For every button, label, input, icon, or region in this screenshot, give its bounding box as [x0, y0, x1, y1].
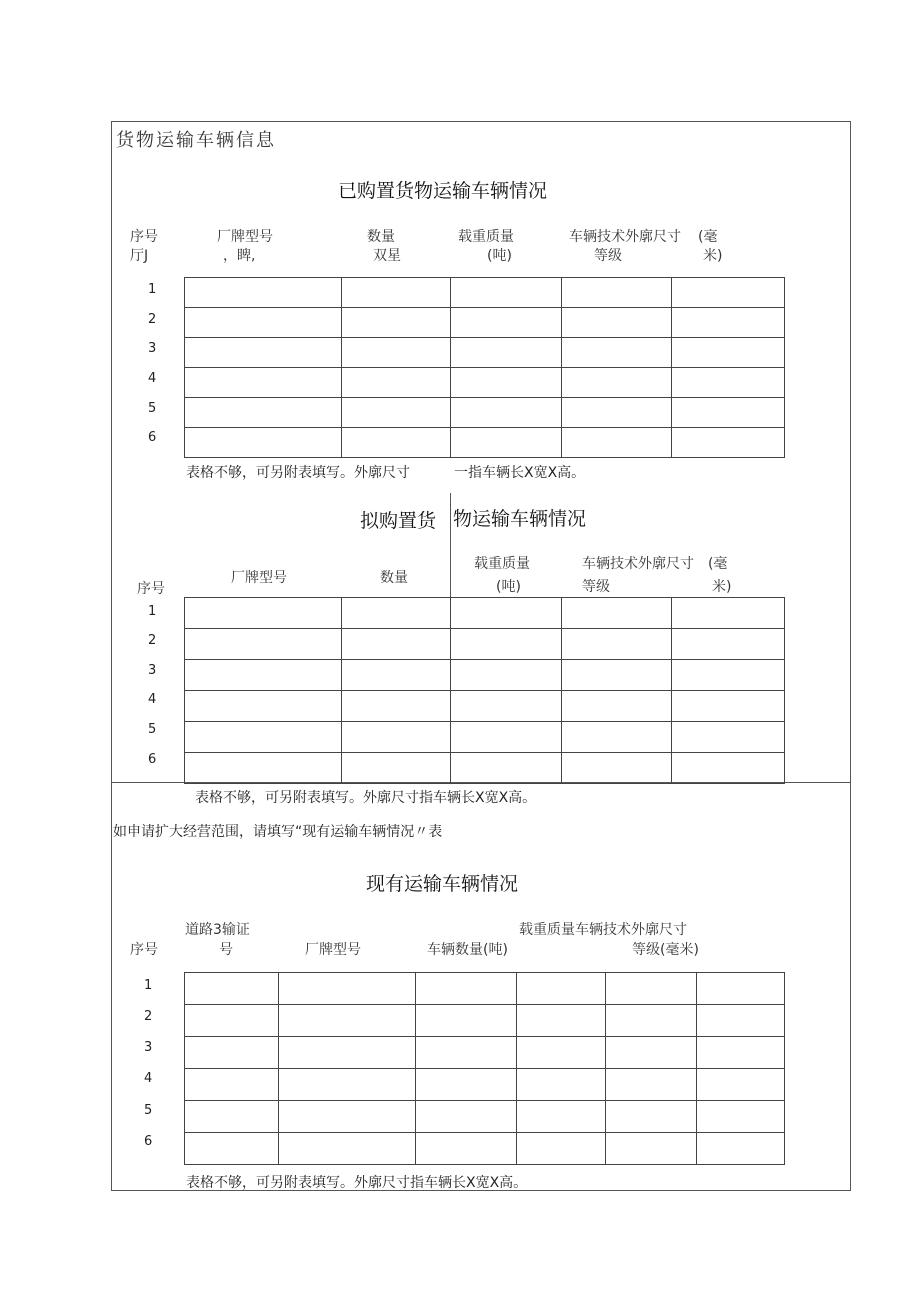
- table-cell[interactable]: [672, 629, 785, 660]
- purchased-row-num: 4: [148, 371, 157, 386]
- existing-row-num: 6: [144, 1134, 153, 1149]
- table-cell[interactable]: [451, 398, 562, 428]
- table-cell[interactable]: [185, 973, 279, 1005]
- purchased-row-num: 5: [148, 401, 157, 416]
- purchased-header-dim: (毫: [698, 229, 718, 245]
- table-cell[interactable]: [185, 598, 342, 629]
- planned-row-num: 5: [148, 722, 157, 737]
- table-cell[interactable]: [606, 1069, 697, 1101]
- table-cell[interactable]: [185, 753, 342, 784]
- purchased-header-seq-2: 厅J: [130, 248, 149, 264]
- existing-header-grade: 等级(毫米): [632, 942, 699, 958]
- table-cell[interactable]: [279, 1133, 416, 1165]
- existing-table: [184, 972, 785, 1165]
- existing-row-num: 3: [144, 1040, 153, 1055]
- table-cell[interactable]: [416, 1037, 517, 1069]
- table-cell[interactable]: [279, 1101, 416, 1133]
- table-cell[interactable]: [562, 691, 672, 722]
- table-cell[interactable]: [451, 278, 562, 308]
- table-cell[interactable]: [342, 629, 451, 660]
- table-cell[interactable]: [451, 368, 562, 398]
- table-row: [185, 629, 785, 660]
- table-cell[interactable]: [697, 1069, 785, 1101]
- table-cell[interactable]: [451, 753, 562, 784]
- table-row: [185, 1101, 785, 1133]
- table-cell[interactable]: [606, 973, 697, 1005]
- table-cell[interactable]: [185, 1005, 279, 1037]
- table-cell[interactable]: [562, 753, 672, 784]
- purchased-header-plate-2: ，睥,: [223, 248, 256, 264]
- table-cell[interactable]: [562, 398, 672, 428]
- purchased-row-num: 6: [148, 430, 157, 445]
- table-cell[interactable]: [562, 428, 672, 458]
- table-row: [185, 1037, 785, 1069]
- planned-row-num: 4: [148, 692, 157, 707]
- purchased-table: [184, 277, 785, 458]
- table-cell[interactable]: [185, 660, 342, 691]
- table-cell[interactable]: [562, 598, 672, 629]
- table-cell[interactable]: [562, 278, 672, 308]
- table-cell[interactable]: [416, 1069, 517, 1101]
- table-cell[interactable]: [697, 1101, 785, 1133]
- existing-header-plate: 厂牌型号: [305, 942, 361, 958]
- table-cell[interactable]: [672, 278, 785, 308]
- table-cell[interactable]: [451, 428, 562, 458]
- table-row: [185, 428, 785, 458]
- existing-note: 表格不够，可另附表填写。外廓尺寸指车辆长X宽X高。: [186, 1175, 528, 1191]
- existing-header-seq: 序号: [130, 942, 158, 958]
- table-cell[interactable]: [562, 722, 672, 753]
- table-cell[interactable]: [185, 368, 342, 398]
- existing-header-qty: 车辆数量(吨): [427, 942, 508, 958]
- table-cell[interactable]: [451, 308, 562, 338]
- existing-row-num: 5: [144, 1103, 153, 1118]
- table-cell[interactable]: [185, 629, 342, 660]
- purchased-header-qty-2: 双星: [373, 248, 401, 264]
- planned-header-plate: 厂牌型号: [231, 570, 287, 586]
- planned-header-grade: 等级: [582, 579, 610, 595]
- table-cell[interactable]: [672, 308, 785, 338]
- planned-row-num: 2: [148, 633, 157, 648]
- table-cell[interactable]: [672, 428, 785, 458]
- purchased-header-load: 载重质量: [458, 229, 514, 245]
- table-cell[interactable]: [697, 1005, 785, 1037]
- table-row: [185, 368, 785, 398]
- purchased-header-tech: 车辆技术外廓尺寸: [569, 229, 681, 245]
- table-cell[interactable]: [672, 398, 785, 428]
- planned-header-load: 载重质量: [474, 556, 530, 572]
- table-cell[interactable]: [451, 598, 562, 629]
- purchased-header-load-2: (吨): [487, 248, 512, 264]
- planned-header-dim-2: 米): [712, 579, 732, 595]
- table-row: [185, 973, 785, 1005]
- table-cell[interactable]: [517, 1133, 606, 1165]
- purchased-row-num: 2: [148, 312, 157, 327]
- planned-header-seq: 序号: [137, 581, 165, 597]
- table-cell[interactable]: [672, 722, 785, 753]
- table-cell[interactable]: [562, 660, 672, 691]
- purchased-row-num: 3: [148, 341, 157, 356]
- table-row: [185, 1069, 785, 1101]
- table-cell[interactable]: [697, 1037, 785, 1069]
- table-cell[interactable]: [451, 660, 562, 691]
- purchased-note: 表格不够，可另附表填写。外廓尺寸: [186, 465, 410, 481]
- table-cell[interactable]: [606, 1101, 697, 1133]
- planned-title: 拟购置货: [360, 510, 437, 532]
- table-cell[interactable]: [185, 428, 342, 458]
- table-row: [185, 1133, 785, 1165]
- purchased-title: 已购置货物运输车辆情况: [338, 180, 548, 202]
- planned-title-2: 物运输车辆情况: [453, 508, 587, 530]
- table-cell[interactable]: [697, 973, 785, 1005]
- table-cell[interactable]: [279, 1005, 416, 1037]
- existing-header-permit: 道路3输证: [185, 922, 250, 938]
- existing-header-permit-2: 号: [219, 942, 233, 958]
- purchased-row-num: 1: [148, 282, 157, 297]
- existing-row-num: 2: [144, 1009, 153, 1024]
- table-cell[interactable]: [279, 1037, 416, 1069]
- existing-title: 现有运输车辆情况: [366, 873, 519, 895]
- table-cell[interactable]: [517, 973, 606, 1005]
- table-cell[interactable]: [342, 660, 451, 691]
- table-row: [185, 691, 785, 722]
- table-cell[interactable]: [606, 1037, 697, 1069]
- table-cell[interactable]: [185, 1069, 279, 1101]
- planned-row-num: 6: [148, 752, 157, 767]
- table-cell[interactable]: [672, 598, 785, 629]
- table-cell[interactable]: [517, 1069, 606, 1101]
- purchased-header-grade: 等级: [594, 248, 622, 264]
- table-cell[interactable]: [517, 1101, 606, 1133]
- table-cell[interactable]: [606, 1133, 697, 1165]
- planned-row-num: 3: [148, 663, 157, 678]
- table-cell[interactable]: [451, 691, 562, 722]
- planned-header-tech: 车辆技术外廓尺寸: [582, 556, 694, 572]
- table-cell[interactable]: [185, 278, 342, 308]
- table-cell[interactable]: [517, 1037, 606, 1069]
- table-cell[interactable]: [416, 973, 517, 1005]
- table-cell[interactable]: [672, 338, 785, 368]
- table-cell[interactable]: [342, 278, 451, 308]
- planned-header-qty: 数量: [380, 570, 408, 586]
- table-cell[interactable]: [279, 973, 416, 1005]
- table-cell[interactable]: [451, 722, 562, 753]
- table-cell[interactable]: [342, 753, 451, 784]
- table-cell[interactable]: [185, 1133, 279, 1165]
- table-cell[interactable]: [185, 1101, 279, 1133]
- table-cell[interactable]: [342, 598, 451, 629]
- table-cell[interactable]: [672, 691, 785, 722]
- table-row: [185, 308, 785, 338]
- existing-row-num: 1: [144, 978, 153, 993]
- table-cell[interactable]: [342, 368, 451, 398]
- planned-header-dim: (毫: [708, 556, 728, 572]
- table-cell[interactable]: [672, 368, 785, 398]
- table-cell[interactable]: [342, 308, 451, 338]
- table-cell[interactable]: [451, 629, 562, 660]
- table-cell[interactable]: [562, 338, 672, 368]
- table-cell[interactable]: [342, 722, 451, 753]
- table-cell[interactable]: [517, 1005, 606, 1037]
- table-cell[interactable]: [185, 308, 342, 338]
- table-cell[interactable]: [342, 398, 451, 428]
- table-cell[interactable]: [672, 660, 785, 691]
- table-row: [185, 598, 785, 629]
- table-row: [185, 278, 785, 308]
- table-cell[interactable]: [185, 722, 342, 753]
- table-cell[interactable]: [342, 691, 451, 722]
- table-cell[interactable]: [451, 338, 562, 368]
- table-cell[interactable]: [185, 338, 342, 368]
- table-row: [185, 660, 785, 691]
- existing-header-load-tech: 载重质量车辆技术外廓尺寸: [519, 922, 687, 938]
- planned-note: 表格不够，可另附表填写。外廓尺寸指车辆长X宽X高。: [195, 790, 537, 806]
- table-row: [185, 722, 785, 753]
- table-cell[interactable]: [562, 629, 672, 660]
- table-cell[interactable]: [562, 308, 672, 338]
- section-title: 货物运输车辆信息: [116, 130, 276, 151]
- table-cell[interactable]: [606, 1005, 697, 1037]
- table-cell[interactable]: [185, 1037, 279, 1069]
- table-cell[interactable]: [672, 753, 785, 784]
- existing-row-num: 4: [144, 1071, 153, 1086]
- purchased-header-plate: 厂牌型号: [217, 229, 273, 245]
- purchased-header-qty: 数量: [367, 229, 395, 245]
- table-row: [185, 1005, 785, 1037]
- table-cell[interactable]: [416, 1133, 517, 1165]
- purchased-header-dim-2: 米): [703, 248, 723, 264]
- planned-header-load-2: (吨): [496, 579, 521, 595]
- planned-row-num: 1: [148, 604, 157, 619]
- table-cell[interactable]: [342, 338, 451, 368]
- planned-table: [184, 597, 785, 784]
- table-cell[interactable]: [416, 1101, 517, 1133]
- table-cell[interactable]: [279, 1069, 416, 1101]
- expand-scope-note: 如申请扩大经营范围，请填写“现有运输车辆情况〃表: [113, 824, 443, 840]
- table-cell[interactable]: [185, 398, 342, 428]
- table-cell[interactable]: [342, 428, 451, 458]
- table-row: [185, 338, 785, 368]
- table-row: [185, 398, 785, 428]
- table-cell[interactable]: [562, 368, 672, 398]
- table-cell[interactable]: [416, 1005, 517, 1037]
- purchased-header-seq: 序号: [130, 229, 158, 245]
- table-row: [185, 753, 785, 784]
- purchased-note-2: 一指车辆长X宽X高。: [454, 465, 586, 481]
- table-cell[interactable]: [697, 1133, 785, 1165]
- table-cell[interactable]: [185, 691, 342, 722]
